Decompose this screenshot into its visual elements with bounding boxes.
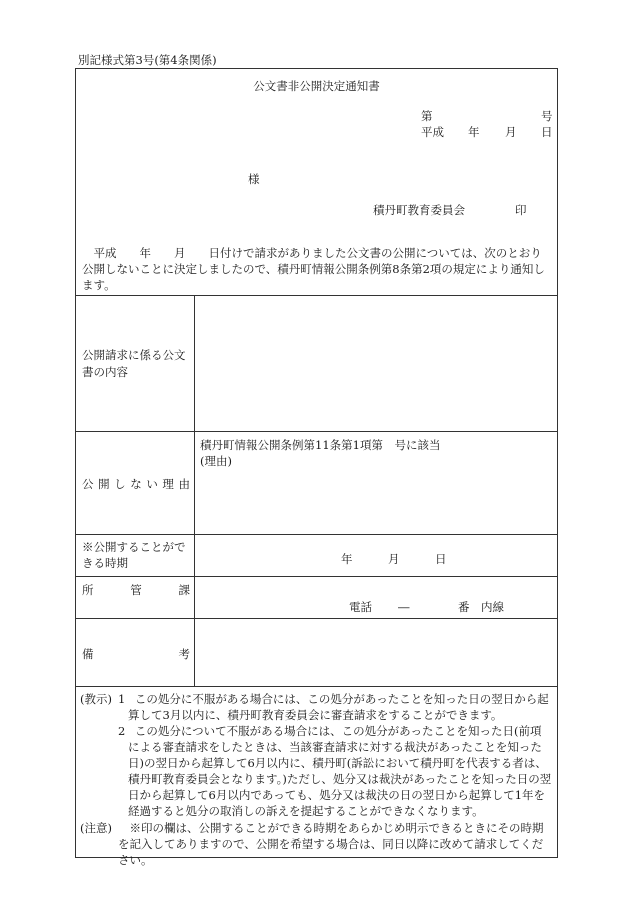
divider	[76, 686, 557, 687]
issuer-name: 積丹町教育委員会	[373, 203, 465, 217]
teaching-1-text: この処分に不服がある場合には、この処分があったことを知った日の翌日から起算して3月以内に、積丹町教育委員会に審査請求をすることができます。	[128, 692, 549, 722]
phone-ban: 番	[458, 600, 470, 614]
content-value-field[interactable]	[199, 297, 555, 429]
teaching-2-number: 2	[118, 724, 126, 738]
document-title: 公文書非公開決定通知書	[253, 79, 380, 93]
date-year: 年	[468, 125, 480, 139]
date-day: 日	[541, 125, 553, 139]
divider	[76, 534, 557, 535]
timing-day: 日	[435, 552, 447, 566]
remarks-value-field[interactable]	[199, 620, 555, 684]
doc-number-suffix: 号	[541, 109, 553, 123]
reason-paren: (理由)	[200, 454, 232, 468]
issuer-seal: 印	[515, 203, 527, 217]
doc-number-prefix: 第	[421, 109, 433, 123]
caution-text: ※印の欄は、公開することができる時期をあらかじめ明示できるときにその時期を記入してありますので、公開を希望する場合は、同日以降に改めて請求してください。	[118, 821, 544, 867]
teaching-1-number: 1	[118, 692, 126, 706]
body-text: 平成 年 月 日付けで請求がありました公文書の公開については、次のとおり公開しないことに決定しましたので、積丹町情報公開条例第8条第2項の規定により通知します。	[82, 246, 545, 292]
column-divider	[194, 295, 195, 686]
phone-label: 電話	[349, 600, 372, 614]
divider	[76, 576, 557, 577]
addressee-suffix: 様	[248, 172, 260, 186]
timing-year: 年	[341, 552, 353, 566]
date-era: 平成	[421, 125, 444, 139]
dept-label: 所 管 課	[82, 583, 190, 597]
timing-label: ※公開することができる時期	[82, 540, 186, 570]
phone-dash: ―	[398, 600, 410, 614]
divider	[76, 295, 557, 296]
divider	[76, 431, 557, 432]
teaching-tag: (教示)	[80, 692, 112, 706]
form-reference: 別記様式第3号(第4条関係)	[78, 53, 217, 67]
phone-extension: 内線	[481, 600, 504, 614]
teaching-2-text: この処分について不服がある場合には、この処分があったことを知った日(前項による審査請求をしたときは、当該審査請求に対する裁決があったことを知った日)の翌日から起算して6月以内に、積丹町(訴訟において積丹町を代表する者は、積丹町教育委員会となります。)ただし、処分又は裁決があったことを知った日の翌日から起算して6月以内であっても、処分又は裁決の日の翌日から起算して1年を経過すると処分の取消しの訴えを提起することができなくなります。	[128, 724, 552, 818]
reason-label: 公 開 し な い 理 由	[82, 477, 190, 491]
notice-form	[75, 68, 558, 867]
content-label: 公開請求に係る公文書の内容	[82, 348, 186, 379]
divider	[76, 618, 557, 619]
remarks-label: 備 考	[82, 647, 190, 661]
reason-clause: 積丹町情報公開条例第11条第1項第 号に該当	[200, 438, 441, 452]
timing-month: 月	[388, 552, 400, 566]
caution-tag: (注意)	[80, 821, 112, 835]
date-month: 月	[505, 125, 517, 139]
